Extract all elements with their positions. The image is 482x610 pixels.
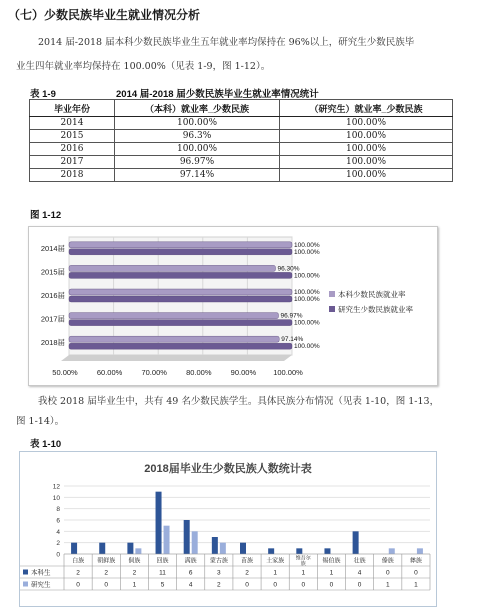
ethnic-count-bar	[353, 531, 359, 554]
table-value: 1	[301, 569, 306, 577]
legend-swatch	[23, 582, 28, 587]
ethnic-count-bar	[164, 526, 170, 554]
table-header-cell: （本科）就业率_少数民族	[115, 100, 280, 117]
bar-value-label: 100.00%	[294, 241, 320, 249]
employment-rate-chart-frame	[28, 226, 438, 386]
legend-swatch	[23, 570, 28, 575]
paragraph-2-line-2: 图 1-14）。	[16, 416, 65, 427]
x-category-label: 族	[300, 561, 306, 567]
x-tick-label: 100.00%	[273, 368, 303, 377]
table-value: 0	[76, 581, 80, 589]
employment-rate-chart	[29, 227, 437, 385]
employment-bar	[69, 242, 292, 248]
ethnic-count-chart-frame	[19, 451, 437, 607]
table-header-cell: （研究生）就业率_少数民族	[280, 100, 453, 117]
table-1-10-label: 表 1-10	[30, 439, 62, 450]
y-tick-label: 12	[52, 483, 60, 491]
y-tick-label: 0	[56, 551, 60, 559]
paragraph-1-line-1: 2014 届-2018 届本科少数民族毕业生五年就业率均保持在 96%以上，研究生少数民族毕	[38, 37, 415, 48]
table-value: 0	[385, 569, 390, 577]
table-value: 1	[273, 569, 277, 577]
ethnic-count-bar	[135, 548, 141, 554]
legend-label: 研究生少数民族就业率	[338, 305, 413, 314]
bar-value-label: 96.97%	[280, 312, 303, 320]
bar-value-label: 100.00%	[294, 296, 320, 303]
table-value: 0	[329, 581, 334, 589]
paragraph-1-line-2: 业生四年就业率均保持在 100.00%（见表 1-9，图 1-12）。	[16, 61, 271, 72]
table-1-9-label: 表 1-9	[30, 89, 56, 100]
employment-bar	[69, 336, 279, 342]
table-value: 0	[273, 581, 277, 589]
table-cell: 97.14%	[115, 169, 280, 182]
legend-label: 本科少数民族就业率	[338, 290, 406, 299]
x-category-label: 傣族	[381, 558, 394, 565]
x-category-label: 侗族	[128, 558, 141, 565]
bar-value-label: 97.14%	[281, 336, 304, 344]
legend-label: 研究生	[31, 581, 51, 589]
table-header-row	[30, 100, 453, 117]
bar-value-label: 100.00%	[294, 289, 320, 296]
x-tick-label: 60.00%	[96, 368, 123, 377]
table-cell: 100.00%	[280, 156, 453, 169]
section-heading: （七）少数民族毕业生就业情况分析	[8, 8, 201, 22]
x-category-label: 白族	[72, 558, 85, 565]
x-tick-label: 70.00%	[141, 368, 167, 377]
table-value: 1	[414, 581, 418, 589]
ethnic-count-bar	[296, 548, 302, 554]
x-category-label: 蒙古族	[209, 558, 228, 565]
table-value: 5	[160, 581, 165, 589]
ethnic-count-bar	[99, 543, 105, 554]
ethnic-count-bar	[220, 543, 226, 554]
table-value: 0	[104, 581, 109, 589]
table-value: 1	[132, 581, 137, 589]
table-value: 0	[357, 581, 362, 589]
table-row	[30, 156, 453, 169]
table-cell: 2018	[30, 169, 115, 182]
table-cell: 2015	[30, 130, 115, 143]
y-category-label: 2016届	[40, 291, 65, 300]
x-category-label: 朝鲜族	[97, 558, 116, 565]
table-row	[30, 169, 453, 182]
y-tick-label: 2	[56, 540, 60, 548]
chart-title: 2018届毕业生少数民族人数统计表	[144, 463, 312, 475]
table-cell: 100.00%	[280, 143, 453, 156]
table-cell: 100.00%	[280, 117, 453, 130]
y-category-label: 2014届	[40, 243, 65, 253]
table-value: 11	[159, 569, 166, 577]
table-cell: 2016	[30, 143, 115, 156]
ethnic-count-bar	[417, 548, 423, 554]
table-value: 0	[245, 581, 249, 589]
bar-value-label: 100.00%	[294, 248, 320, 256]
employment-bar	[69, 320, 292, 326]
y-tick-label: 10	[52, 494, 60, 502]
employment-bar	[69, 313, 278, 319]
table-cell: 100.00%	[115, 117, 280, 130]
y-tick-label: 8	[56, 506, 60, 514]
figure-1-12-label: 图 1-12	[30, 210, 62, 221]
employment-bar	[69, 265, 275, 271]
ethnic-count-bar	[240, 543, 246, 554]
x-category-label: 锡伯族	[322, 558, 341, 565]
x-category-label: 土家族	[266, 558, 285, 565]
y-category-label: 2018届	[40, 338, 65, 348]
bar-value-label: 100.00%	[294, 272, 320, 280]
table-cell: 96.3%	[115, 130, 280, 143]
table-value: 3	[217, 569, 221, 577]
employment-bar	[69, 296, 292, 302]
ethnic-count-bar	[324, 548, 330, 554]
table-value: 2	[132, 569, 137, 577]
y-category-label: 2015届	[40, 267, 65, 277]
x-category-label: 彝族	[409, 558, 422, 565]
x-tick-label: 80.00%	[186, 368, 212, 377]
table-value: 0	[301, 581, 306, 589]
table-value: 2	[245, 569, 249, 577]
table-cell: 100.00%	[280, 169, 453, 182]
ethnic-count-chart	[20, 452, 436, 606]
table-cell: 2014	[30, 117, 115, 130]
table-value: 2	[76, 569, 80, 577]
x-tick-label: 90.00%	[230, 368, 257, 377]
table-cell: 96.97%	[115, 156, 280, 169]
table-value: 4	[188, 581, 193, 589]
bar-value-label: 100.00%	[294, 319, 320, 327]
table-cell: 100.00%	[280, 130, 453, 143]
ethnic-count-bar	[127, 543, 133, 554]
table-row	[30, 130, 453, 143]
ethnic-count-bar	[268, 548, 274, 554]
table-cell: 100.00%	[115, 143, 280, 156]
table-value: 1	[329, 569, 334, 577]
table-value: 6	[188, 569, 193, 577]
ethnic-count-bar	[192, 531, 198, 554]
x-tick-label: 50.00%	[52, 368, 78, 377]
ethnic-count-bar	[389, 548, 395, 554]
ethnic-count-bar	[156, 492, 162, 554]
ethnic-count-bar	[71, 543, 77, 554]
y-category-label: 2017届	[40, 314, 65, 324]
table-value: 2	[217, 581, 221, 589]
bar-value-label: 100.00%	[294, 343, 320, 351]
legend-swatch	[329, 291, 335, 297]
ethnic-count-bar	[184, 520, 190, 554]
x-category-label: 苗族	[240, 558, 254, 565]
x-category-label: 壮族	[353, 558, 366, 565]
paragraph-2-line-1: 我校 2018 届毕业生中，共有 49 名少数民族学生。具体民族分布情况（见表 1-10，图 1-13，	[38, 396, 440, 407]
x-category-label: 满族	[184, 558, 197, 565]
employment-bar	[69, 249, 292, 255]
table-header-cell: 毕业年份	[30, 100, 115, 117]
employment-rate-table	[29, 99, 453, 182]
x-category-label: 回族	[156, 558, 169, 565]
ethnic-count-bar	[212, 537, 218, 554]
table-value: 4	[357, 569, 362, 577]
table-value: 2	[104, 569, 109, 577]
table-value: 1	[385, 581, 390, 589]
legend-swatch	[329, 306, 335, 312]
employment-bar	[69, 272, 292, 278]
x-category-label: 维吾尔	[295, 555, 311, 562]
table-row	[30, 117, 453, 130]
employment-bar	[69, 289, 292, 295]
table-value: 0	[414, 569, 418, 577]
table-row	[30, 143, 453, 156]
y-tick-label: 6	[56, 517, 60, 525]
y-tick-label: 4	[56, 528, 60, 536]
employment-bar	[69, 343, 292, 349]
plot-floor	[61, 355, 292, 361]
legend-label: 本科生	[31, 569, 51, 577]
table-cell: 2017	[30, 156, 115, 169]
bar-value-label: 96.30%	[277, 265, 300, 273]
table-1-9-title: 2014 届-2018 届少数民族毕业生就业率情况统计	[116, 89, 319, 100]
